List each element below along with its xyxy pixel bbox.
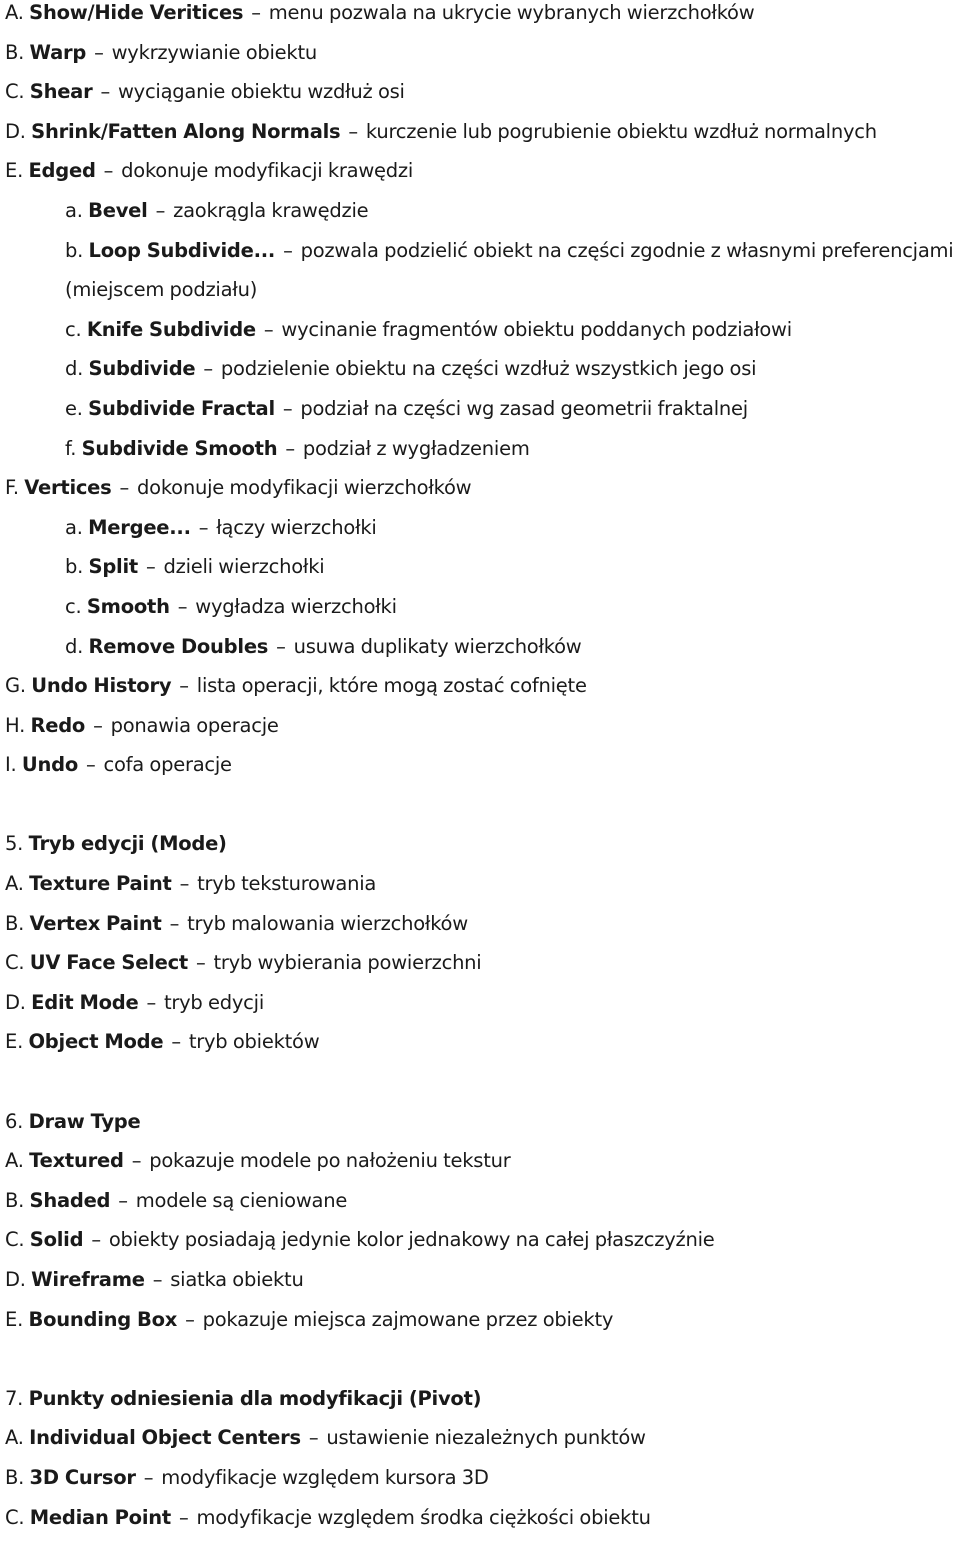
item-letter: E. bbox=[5, 159, 24, 183]
item-dash: – bbox=[152, 1268, 163, 1291]
item-term: Loop Subdivide... bbox=[88, 238, 276, 262]
item-term: Edged bbox=[28, 159, 96, 183]
list-subitem bbox=[5, 515, 960, 555]
item-letter: d. bbox=[65, 634, 84, 658]
item-dash: – bbox=[251, 1, 261, 24]
item-term: Shaded bbox=[29, 1188, 111, 1212]
section-title: Tryb edycji (Mode) bbox=[28, 832, 227, 856]
item-desc: usuwa duplikaty wierzchołków bbox=[293, 634, 582, 658]
item-letter: A. bbox=[5, 872, 24, 896]
item-desc: wygładza wierzchołki bbox=[195, 594, 397, 618]
list-subitem bbox=[5, 634, 960, 674]
section-spacer bbox=[5, 1069, 960, 1109]
item-term: Redo bbox=[30, 713, 86, 737]
list-subitem bbox=[5, 198, 960, 238]
item-letter: D. bbox=[5, 990, 26, 1014]
item-dash: – bbox=[103, 159, 114, 183]
list-item bbox=[5, 0, 960, 40]
item-desc: dokonuje modyfikacji wierzchołków bbox=[137, 476, 472, 500]
item-letter: B. bbox=[5, 40, 25, 64]
item-letter: C. bbox=[5, 1505, 25, 1529]
list-item bbox=[5, 911, 960, 951]
list-subitem bbox=[5, 238, 960, 278]
item-desc: modyfikacje względem środka ciężkości obiektu bbox=[196, 1505, 651, 1529]
list-item bbox=[5, 1029, 960, 1069]
item-dash: – bbox=[169, 911, 180, 935]
item-letter: A. bbox=[5, 1149, 24, 1173]
item-term: Bounding Box bbox=[28, 1307, 178, 1331]
item-dash: – bbox=[348, 119, 358, 143]
item-term: Undo bbox=[21, 753, 78, 777]
item-desc: ponawia operacje bbox=[110, 713, 279, 737]
list-item bbox=[5, 1148, 960, 1188]
item-term: Warp bbox=[29, 40, 87, 64]
item-term: Solid bbox=[29, 1228, 84, 1252]
item-term: Textured bbox=[29, 1149, 124, 1173]
item-term: Subdivide Smooth bbox=[81, 436, 278, 460]
item-dash: – bbox=[145, 555, 156, 579]
item-dash: – bbox=[198, 515, 209, 539]
item-letter: c. bbox=[65, 594, 82, 618]
item-letter: D. bbox=[5, 119, 26, 143]
list-item bbox=[5, 752, 960, 792]
section-spacer bbox=[5, 792, 960, 832]
item-desc: dokonuje modyfikacji krawędzi bbox=[121, 159, 414, 183]
item-letter: B. bbox=[5, 1465, 25, 1489]
item-letter: f. bbox=[65, 436, 77, 460]
item-desc: menu pozwala na ukrycie wybranych wierzchołków bbox=[268, 1, 755, 24]
item-term: Subdivide bbox=[88, 357, 196, 381]
list-subitem bbox=[5, 396, 960, 436]
item-term: 3D Cursor bbox=[29, 1465, 136, 1489]
item-dash: – bbox=[179, 872, 190, 896]
item-letter: b. bbox=[65, 238, 84, 262]
list-item bbox=[5, 475, 960, 515]
item-dash: – bbox=[283, 238, 293, 262]
item-letter: C. bbox=[5, 1228, 25, 1252]
item-dash: – bbox=[185, 1307, 195, 1331]
item-letter: A. bbox=[5, 1, 24, 24]
item-term: Undo History bbox=[31, 674, 172, 698]
item-dash: – bbox=[91, 1228, 101, 1252]
item-desc: wyciąganie obiektu wzdłuż osi bbox=[117, 80, 405, 104]
item-desc: łączy wierzchołki bbox=[216, 515, 377, 539]
item-desc: pokazuje miejsca zajmowane przez obiekty bbox=[202, 1307, 614, 1331]
list-item bbox=[5, 871, 960, 911]
list-item bbox=[5, 1465, 960, 1505]
section-heading bbox=[5, 831, 960, 871]
item-letter: A. bbox=[5, 1426, 24, 1450]
list-item bbox=[5, 158, 960, 198]
item-desc: cofa operacje bbox=[103, 753, 232, 777]
item-dash: – bbox=[203, 357, 213, 381]
item-term: Vertices bbox=[24, 476, 112, 500]
list-item bbox=[5, 1188, 960, 1228]
list-item bbox=[5, 1267, 960, 1307]
item-letter: E. bbox=[5, 1030, 24, 1054]
item-desc: podział z wygładzeniem bbox=[302, 436, 530, 460]
list-item bbox=[5, 713, 960, 753]
section-number: 7. bbox=[5, 1386, 24, 1410]
item-dash: – bbox=[195, 951, 206, 975]
list-item bbox=[5, 1425, 960, 1465]
item-desc: tryb obiektów bbox=[188, 1030, 320, 1054]
item-letter: B. bbox=[5, 1188, 25, 1212]
item-dash: – bbox=[118, 1188, 128, 1212]
item-letter: b. bbox=[65, 555, 84, 579]
item-dash: – bbox=[93, 713, 103, 737]
item-desc: zaokrągla krawędzie bbox=[173, 198, 369, 222]
list-subitem bbox=[5, 356, 960, 396]
item-letter: a. bbox=[65, 515, 83, 539]
item-term: Individual Object Centers bbox=[29, 1426, 301, 1450]
list-item bbox=[5, 119, 960, 159]
section-number: 5. bbox=[5, 832, 24, 856]
item-letter: B. bbox=[5, 911, 25, 935]
item-dash: – bbox=[276, 634, 286, 658]
item-term: Mergee... bbox=[88, 515, 191, 539]
item-desc: pozwala podzielić obiekt na części zgodnie z własnymi preferencjami bbox=[300, 238, 954, 262]
item-letter: G. bbox=[5, 674, 26, 698]
item-dash: – bbox=[263, 317, 274, 341]
section-number: 6. bbox=[5, 1109, 24, 1133]
item-desc: siatka obiektu bbox=[170, 1268, 304, 1291]
item-term: Object Mode bbox=[28, 1030, 164, 1054]
item-dash: – bbox=[179, 674, 189, 698]
item-desc: kurczenie lub pogrubienie obiektu wzdłuż normalnych bbox=[365, 119, 877, 143]
item-desc: ustawienie niezależnych punktów bbox=[326, 1426, 646, 1450]
item-term: UV Face Select bbox=[29, 951, 188, 975]
item-desc: pokazuje modele po nałożeniu tekstur bbox=[149, 1149, 511, 1173]
item-dash: – bbox=[85, 753, 96, 777]
list-subitem bbox=[5, 594, 960, 634]
item-letter: E. bbox=[5, 1307, 24, 1331]
item-term: Wireframe bbox=[31, 1268, 145, 1291]
item-desc: obiekty posiadają jedynie kolor jednakowy na całej płaszczyźnie bbox=[108, 1228, 715, 1252]
item-desc: modele są cieniowane bbox=[135, 1188, 348, 1212]
item-dash: – bbox=[177, 594, 188, 618]
item-desc: wycinanie fragmentów obiektu poddanych podziałowi bbox=[281, 317, 792, 341]
item-dash: – bbox=[178, 1505, 189, 1529]
list-item bbox=[5, 79, 960, 119]
list-item bbox=[5, 950, 960, 990]
item-desc-continuation: (miejscem podziału) bbox=[65, 278, 258, 302]
item-desc: modyfikacje względem kursora 3D bbox=[161, 1465, 489, 1489]
item-letter: d. bbox=[65, 357, 84, 381]
section-spacer bbox=[5, 1346, 960, 1386]
list-subitem bbox=[5, 436, 960, 476]
list-item bbox=[5, 990, 960, 1030]
item-dash: – bbox=[94, 40, 104, 64]
item-desc: podzielenie obiektu na części wzdłuż wszystkich jego osi bbox=[220, 357, 757, 381]
section-title: Punkty odniesienia dla modyfikacji (Pivot) bbox=[28, 1386, 482, 1410]
list-item bbox=[5, 1307, 960, 1347]
item-term: Show/Hide Veritices bbox=[29, 1, 244, 24]
list-item bbox=[5, 673, 960, 713]
list-item bbox=[5, 1505, 960, 1544]
item-term: Edit Mode bbox=[31, 990, 139, 1014]
item-desc: tryb edycji bbox=[163, 990, 264, 1014]
item-desc: tryb malowania wierzchołków bbox=[187, 911, 468, 935]
list-subitem bbox=[5, 317, 960, 357]
item-desc: wykrzywianie obiektu bbox=[111, 40, 317, 64]
item-letter: F. bbox=[5, 476, 19, 500]
item-letter: H. bbox=[5, 713, 26, 737]
item-letter: I. bbox=[5, 753, 17, 777]
item-term: Shrink/Fatten Along Normals bbox=[31, 119, 341, 143]
item-dash: – bbox=[146, 990, 156, 1014]
item-dash: – bbox=[282, 396, 293, 420]
item-term: Split bbox=[88, 555, 138, 579]
item-dash: – bbox=[143, 1465, 154, 1489]
list-subitem bbox=[5, 554, 960, 594]
item-desc: tryb teksturowania bbox=[197, 872, 377, 896]
item-term: Median Point bbox=[29, 1505, 171, 1529]
item-letter: a. bbox=[65, 198, 83, 222]
item-letter: e. bbox=[65, 396, 83, 420]
item-dash: – bbox=[119, 476, 130, 500]
item-dash: – bbox=[155, 198, 166, 222]
item-dash: – bbox=[285, 436, 295, 460]
list-subitem-continuation bbox=[5, 277, 960, 317]
item-dash: – bbox=[171, 1030, 181, 1054]
list-item bbox=[5, 40, 960, 80]
item-term: Remove Doubles bbox=[88, 634, 269, 658]
item-term: Texture Paint bbox=[29, 872, 172, 896]
item-term: Shear bbox=[29, 80, 93, 104]
item-term: Subdivide Fractal bbox=[88, 396, 275, 420]
item-dash: – bbox=[308, 1426, 319, 1450]
item-letter: D. bbox=[5, 1268, 26, 1291]
item-dash: – bbox=[131, 1149, 142, 1173]
item-letter: c. bbox=[65, 317, 82, 341]
item-dash: – bbox=[100, 80, 110, 104]
item-term: Smooth bbox=[86, 594, 170, 618]
item-desc: dzieli wierzchołki bbox=[163, 555, 325, 579]
section-title: Draw Type bbox=[28, 1109, 141, 1133]
section-heading bbox=[5, 1109, 960, 1149]
item-term: Bevel bbox=[88, 198, 148, 222]
item-term: Knife Subdivide bbox=[86, 317, 256, 341]
item-letter: C. bbox=[5, 951, 25, 975]
section-heading bbox=[5, 1386, 960, 1426]
list-item bbox=[5, 1227, 960, 1267]
item-letter: C. bbox=[5, 80, 25, 104]
item-desc: tryb wybierania powierzchni bbox=[213, 951, 482, 975]
item-desc: podział na części wg zasad geometrii fraktalnej bbox=[300, 396, 748, 420]
item-term: Vertex Paint bbox=[29, 911, 162, 935]
item-desc: lista operacji, które mogą zostać cofnięte bbox=[196, 674, 587, 698]
